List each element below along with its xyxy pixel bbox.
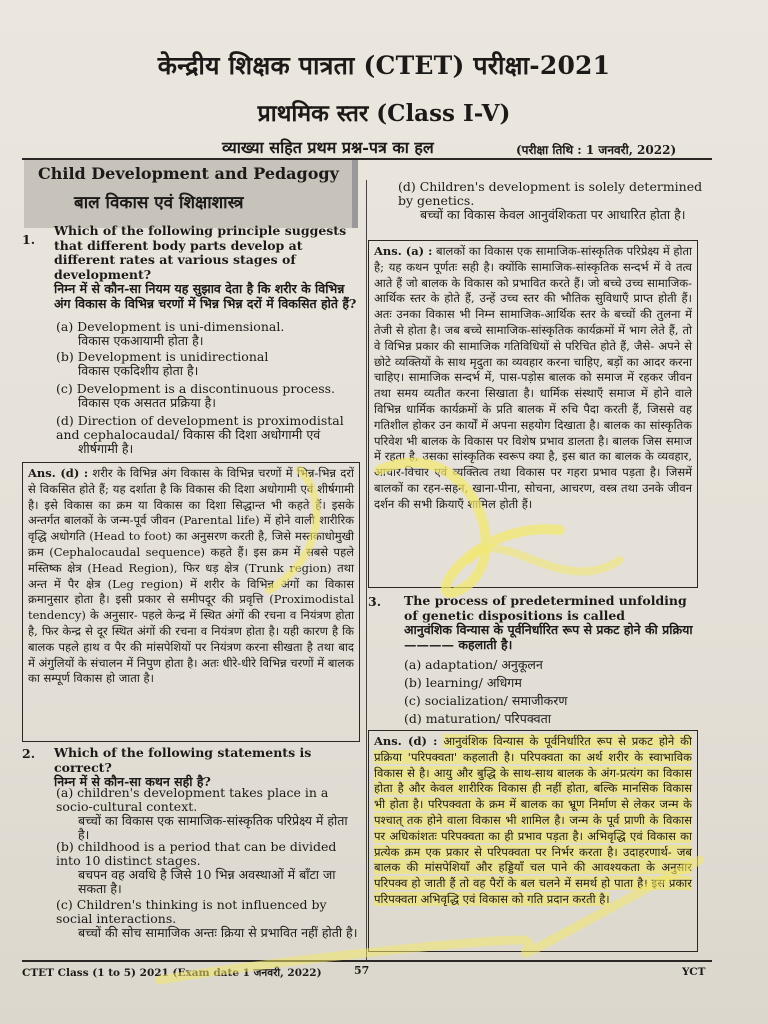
footer-divider — [22, 960, 712, 962]
page-title: केन्द्रीय शिक्षक पात्रता (CTET) परीक्षा-2021 — [157, 51, 611, 80]
q2-answer-text: बालकों का विकास एक सामाजिक-सांस्कृतिक परिप्रेक्ष्य में होता है; यह कथन पूर्णतः सही है। क्योंकि सामाजिक-सांस्कृतिक सन्दर्भ में वे तत्व आते हैं जो बालक के विकास को प्रभावित करते हैं। जो बच्चे उच्च सामाजिक-आर्थिक स्तर के होते हैं, उन्हें उच्च स्तर की भौतिक सुविधाएँ प्राप्त होती हैं। अतः उनका विकास भी निम्न सामाजिक-आर्थिक स्तर के बच्चों की तुलना में तेजी से होता है। जब बच्चे सामाजिक-सांस्कृतिक कार्यक्रमों में भाग लेते हैं, तो वे विभिन्न प्रकार की सामाजिक गतिविधियों से परिचित होते हैं, जैसे- अपने से छोटे व्यक्तियों के साथ मृदुता का व्यवहार करना चाहिए, बड़ों का आदर करना चाहिए। सामाजिक सन्दर्भ में, पास-पड़ोस बालक को समाज में रहकर जीवन तथा समय व्यतीत करना सिखाता है। धार्मिक संस्थाएँ समाज में होने वाले विभिन्न धार्मिक कार्यक्रमों के प्रति बालक में रुचि पैदा करती हैं, जिससे वह गतिशील होकर उन कार्यों में अपना सहयोग दिखाता है। बालक का सांस्कृतिक परिवेश भी बालक के विकास पर विशेष प्रभाव डालता है। बालक जिस समाज में रहता है, उसका सांस्कृतिक स्वरूप क्या है, इस बात का बालक के व्यवहार, आचार-विचार एवं व्यक्तित्व तथा विकास पर गहरा प्रभाव पड़ता है। जिसमें बालकों का रहन-सहन, खाना-पीना, सोचना, आचरण, वस्त्र तथा उनके जीवन दर्शन की सभी क्रियाएँ शामिल होती हैं। — [374, 244, 693, 511]
page-subtitle: व्याख्या सहित प्रथम प्रश्न-पत्र का हल — [222, 138, 434, 157]
q3-option-c: (c) socialization/ समाजीकरण — [404, 693, 568, 708]
q2-option-a-en: (a) children's development takes place in a socio-cultural context. — [56, 785, 329, 814]
q3-answer-label: Ans. (d) : — [374, 734, 438, 748]
question-2-number: 2. — [22, 746, 36, 761]
section-title-en: Child Development and Pedagogy — [38, 164, 339, 183]
q1-option-b — [56, 350, 356, 378]
question-1 — [54, 224, 360, 311]
question-3-hi: आनुवंशिक विन्यास के पूर्वनिर्धारित रूप से प्रकट होने की प्रक्रिया ———— कहलाती है। — [404, 622, 693, 652]
q2-option-b-hi: बचपन वह अवधि है जिसे 10 भिन्न अवस्थाओं में बाँटा जा सकता है। — [78, 867, 336, 896]
q1-option-a-en: (a) Development is uni-dimensional. — [56, 319, 285, 334]
question-2-hi: निम्न में से कौन-सा कथन सही है? — [54, 774, 211, 789]
q1-option-a — [56, 320, 356, 348]
q1-option-c — [56, 382, 356, 410]
q2-option-b — [56, 840, 358, 896]
q2-option-c-hi: बच्चों की सोच सामाजिक अन्तः क्रिया से प्रभावित नहीं होती है। — [78, 925, 358, 940]
q2-option-d-en: (d) Children's development is solely determined by genetics. — [398, 179, 703, 208]
question-3-en: The process of predetermined unfolding of genetic dispositions is called — [404, 593, 687, 623]
q1-option-b-hi: विकास एकदिशीय होता है। — [78, 363, 199, 378]
q1-answer-text: शरीर के विभिन्न अंग विकास के विभिन्न चरणों में भिन्न-भिन्न दरों से विकसित होते हैं; यह दर्शाता है कि विकास की दिशा अधोगामी एवं शीर्षगामी है। इसे विकास का क्रम या विकास का दिशा सिद्धान्त भी कहते हैं। इसके अन्तर्गत बालकों के जन्म-पूर्व जीवन (Parental life) में होने वाली शारीरिक वृद्धि अधोगति (Head to foot) का अनुसरण करती है, जिसे मस्तकाधोमुखी क्रम (Cephalocaudal sequence) कहते हैं। इस क्रम में सबसे पहले मस्तिष्क क्षेत्र (Head Region), फिर धड़ क्षेत्र (Trunk region) तथा अन्त में पैर क्षेत्र (Leg region) में शरीर के विभिन्न अंगों का विकास क्रमानुसार होता है। इसी प्रकार से समीपदूर की प्रवृत्ति (Proximodistal tendency) के अनुसार- पहले केन्द्र में स्थित अंगों की रचना व नियंत्रण होता है, फिर केन्द्र से दूर स्थित अंगों की रचना व नियंत्रण होता है। यही कारण है कि बालक पहले हाथ व पैर की मांसपेशियों पर नियंत्रण करना सीखता है तथा बाद में अंगुलियों के संचालन में निपुण होता है। अतः धीरे-धीरे विभिन्न चरणों में बालक का सम्पूर्ण विकास हो जाता है। — [28, 466, 354, 686]
q2-option-d — [398, 180, 710, 222]
q2-option-c — [56, 898, 358, 940]
question-3 — [404, 594, 702, 652]
q3-option-d: (d) maturation/ परिपक्वता — [404, 711, 551, 726]
q2-option-d-hi: बच्चों का विकास केवल आनुवंशिकता पर आधारित होता है। — [420, 207, 686, 222]
q3-answer-box — [368, 730, 698, 952]
question-3-number: 3. — [368, 594, 382, 609]
q1-option-d-en: (d) Direction of development is proximodistal and cephalocaudal/ विकास की दिशा अधोगामी एवं — [56, 413, 344, 442]
q2-option-a-hi: बच्चों का विकास एक सामाजिक-सांस्कृतिक परिप्रेक्ष्य में होता है। — [78, 813, 348, 842]
q3-option-b: (b) learning/ अधिगम — [404, 675, 522, 690]
footer-exam-info: CTET Class (1 to 5) 2021 (Exam date 1 जनवरी, 2022) — [22, 967, 322, 979]
q1-option-a-hi: विकास एकआयामी होता है। — [78, 333, 204, 348]
exam-date: (परीक्षा तिथि : 1 जनवरी, 2022) — [516, 143, 677, 157]
q3-option-a: (a) adaptation/ अनुकूलन — [404, 657, 543, 672]
page-level: प्राथमिक स्तर (Class I-V) — [257, 100, 511, 127]
question-1-number: 1. — [22, 232, 36, 247]
question-1-en: Which of the following principle suggests that different body parts develop at different rates at various stages of development? — [54, 223, 347, 282]
question-1-hi: निम्न में से कौन-सा नियम यह सुझाव देता है कि शरीर के विभिन्न अंग विकास के विभिन्न चरणों में भिन्न भिन्न दरों में विकसित होते हैं? — [54, 281, 357, 311]
publisher-mark: YCT — [682, 966, 706, 978]
column-divider — [366, 180, 367, 960]
q1-option-d-hi: शीर्षगामी है। — [78, 441, 134, 456]
q3-answer-text: आनुवंशिक विन्यास के पूर्वनिर्धारित रूप से प्रकट होने की प्रक्रिया 'परिपक्वता' कहलाती है। परिपक्वता का अर्थ शरीर के स्वाभाविक विकास से है। आयु और बुद्धि के साथ-साथ बालक के अंग-प्रत्यंग का विकास होता है और केवल शारीरिक विकास ही नहीं होता, बल्कि मानसिक विकास भी होता है। परिपक्वता के क्रम में बालक का भ्रूण निर्माण से लेकर जन्म के पश्चात् तक होने वाला विकास भी शामिल है। जन्म के पूर्व प्राणी के विकास पर अधिकांशतः परिपक्वता का ही प्रभाव पड़ता है। अभिवृद्धि एवं विकास का प्रत्येक क्रम एक प्रकार से परिपक्वता पर निर्भर करता है। उदाहरणार्थ- जब बालक की मांसपेशियाँ और हड्डियाँ चल पाने की आवश्यकता के अनुसार परिपक्व हो जाती हैं तो वह पैरों के बल चलने में समर्थ हो पाता है। इस प्रकार परिपक्वता अभिवृद्धि एवं विकास को गति प्रदान करती है। — [374, 734, 692, 906]
q1-option-c-hi: विकास एक असतत प्रक्रिया है। — [78, 395, 216, 410]
q1-answer-label: Ans. (d) : — [28, 466, 89, 480]
q2-answer-box — [368, 240, 698, 588]
q1-answer-box — [22, 462, 360, 742]
section-heading — [24, 160, 358, 228]
q2-option-c-en: (c) Children's thinking is not influenced by social interactions. — [56, 897, 327, 926]
q1-option-c-en: (c) Development is a discontinuous process. — [56, 381, 336, 396]
q2-answer-label: Ans. (a) : — [374, 244, 433, 258]
q1-option-b-en: (b) Development is unidirectional — [56, 349, 269, 364]
q2-option-a — [56, 786, 358, 842]
q1-option-d — [56, 414, 360, 456]
section-title-hi: बाल विकास एवं शिक्षाशास्त्र — [74, 193, 244, 213]
page-number: 57 — [354, 964, 370, 977]
q2-option-b-en: (b) childhood is a period that can be divided into 10 distinct stages. — [56, 839, 337, 868]
question-2 — [54, 746, 360, 790]
question-2-en: Which of the following statements is correct? — [54, 745, 312, 775]
